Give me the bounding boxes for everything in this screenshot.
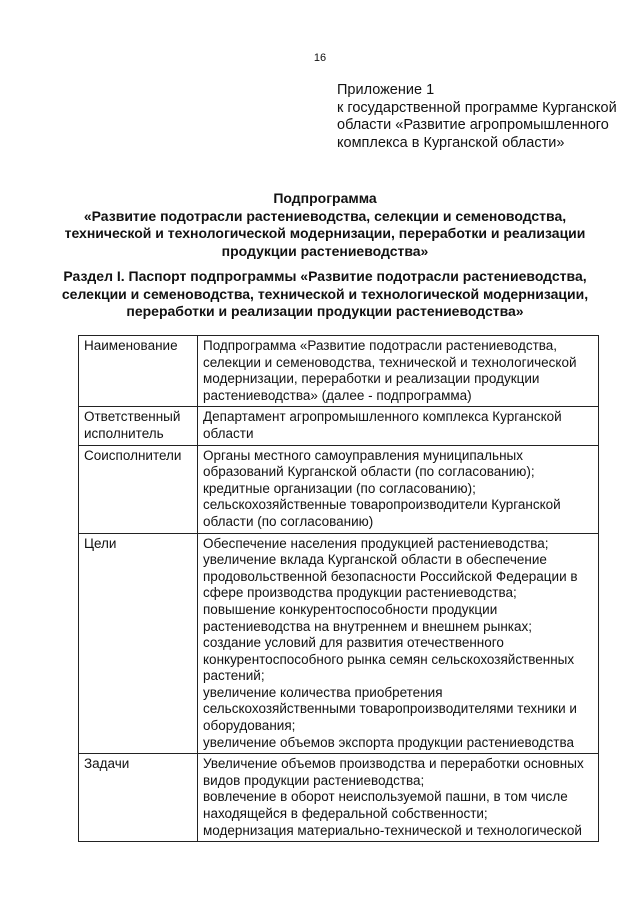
row-name: Соисполнители [84, 447, 182, 463]
row-name-cell [79, 754, 198, 842]
appendix-line: области «Развитие агропромышленного [337, 117, 609, 133]
row-content-line: селекции и семеноводства, технической и технологической [203, 354, 577, 370]
row-content-cell [198, 445, 599, 533]
row-content-line: видов продукции растениеводства; [203, 772, 425, 788]
row-name-cell [79, 533, 198, 754]
row-content-cell [198, 407, 599, 445]
subprogram-title-line: технической и технологической модернизации, переработки и реализации [64, 225, 586, 241]
row-content-line: продовольственной безопасности Российской Федерации в [203, 568, 578, 584]
subprogram-title-line: продукции растениеводства» [221, 242, 429, 259]
appendix-line: Приложение 1 [337, 82, 435, 98]
section-title [60, 268, 590, 321]
row-content-cell [198, 533, 599, 754]
row-name-cell [79, 336, 198, 407]
table-row [79, 336, 599, 407]
subprogram-title-line: Подпрограмма [273, 190, 377, 206]
section-title-line: селекции и семеноводства, технической и технологической модернизации, [61, 285, 589, 302]
row-content-line: модернизации, переработки и реализации продукции [203, 371, 540, 387]
row-content-line: сфере производства продукции растениеводства; [203, 585, 517, 601]
row-content-line: повышение конкурентоспособности продукции [203, 601, 498, 617]
row-content-line: области (по согласованию) [203, 513, 374, 529]
row-content-line: растениеводства на внутреннем и внешнем рынках; [203, 618, 533, 634]
row-content-line: конкурентоспособного рынка семян сельскохозяйственных [203, 651, 575, 667]
passport-table [78, 335, 599, 842]
section-title-line: Раздел I. Паспорт подпрограммы «Развитие подотрасли растениеводства, [63, 268, 587, 284]
row-content-line: сельскохозяйственные товаропроизводители Курганской [203, 497, 561, 513]
row-content-line: Департамент агропромышленного комплекса Курганской [203, 409, 562, 425]
appendix-line: к государственной программе Курганской [337, 99, 617, 116]
row-name-cell [79, 407, 198, 445]
section-title-line: переработки и реализации продукции растениеводства» [126, 303, 524, 319]
row-content-line: увеличение объемов экспорта продукции растениеводства [203, 734, 575, 750]
row-content-line: Органы местного самоуправления муниципальных [203, 447, 523, 463]
appendix-header [337, 82, 617, 152]
row-content-line: Обеспечение населения продукцией растениеводства; [203, 535, 549, 551]
row-content-line: находящейся в федеральной собственности; [203, 806, 488, 822]
subprogram-title [60, 190, 590, 260]
row-content-line: растений; [203, 668, 265, 684]
row-content-line: Увеличение объемов производства и переработки основных [203, 756, 584, 772]
row-content-cell [198, 336, 599, 407]
table-row [79, 754, 599, 842]
row-content-cell [198, 754, 599, 842]
row-content-line: увеличение количества приобретения [203, 684, 443, 700]
row-content-line: создание условий для развития отечественного [203, 635, 504, 651]
row-name-cell [79, 445, 198, 533]
row-content-line: сельскохозяйственными товаропроизводителями техники и [203, 701, 577, 717]
row-content-line: модернизация материально-технической и технологической [203, 822, 582, 838]
row-name: Ответственный [84, 409, 181, 425]
table-row [79, 445, 599, 533]
row-content-line: увеличение вклада Курганской области в обеспечение [203, 552, 547, 568]
row-content-line: оборудования; [203, 718, 296, 734]
row-content-line: области [203, 425, 254, 441]
row-content-line: Подпрограмма «Развитие подотрасли растениеводства, [203, 338, 558, 353]
table-row [79, 533, 599, 754]
subprogram-title-line: «Развитие подотрасли растениеводства, селекции и семеноводства, [83, 207, 567, 224]
appendix-line: комплекса в Курганской области» [337, 134, 565, 151]
row-content-line: кредитные организации (по согласованию); [203, 480, 476, 496]
row-content-line: растениеводства» (далее - подпрограмма) [203, 387, 472, 403]
row-name: исполнитель [84, 425, 164, 441]
row-content-line: образований Курганской области (по согласованию); [203, 464, 535, 480]
row-name: Наименование [84, 338, 178, 353]
row-content-line: вовлечение в оборот неиспользуемой пашни, в том числе [203, 789, 568, 805]
page-number: 16 [313, 52, 327, 64]
row-name: Цели [84, 535, 117, 551]
table-row [79, 407, 599, 445]
row-name: Задачи [84, 756, 130, 772]
